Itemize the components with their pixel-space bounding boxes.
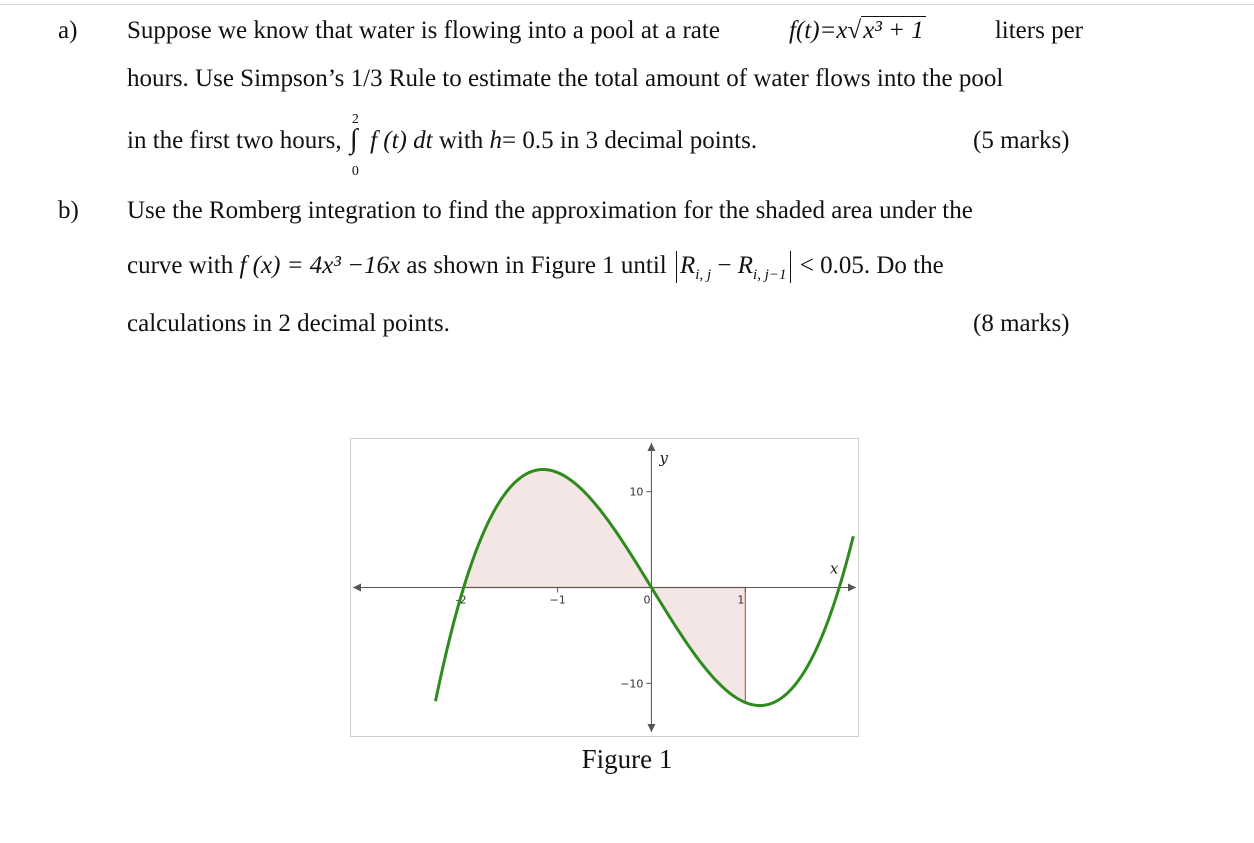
function-expression: f (x) = 4x³ −16x [239, 252, 401, 279]
part-a-line-3 [127, 112, 758, 180]
part-b-line-1 [127, 196, 1083, 226]
y-axis-label: y [659, 449, 668, 467]
shaded-region-1 [464, 470, 652, 588]
sqrt-icon: √ [847, 17, 862, 44]
part-b-line-2-mid: as shown in Figure 1 until [400, 252, 674, 279]
r-term-2-subscript: i, j−1 [753, 267, 787, 283]
x-tick-label-4: 1 [737, 593, 745, 607]
x-axis-left-arrow [353, 584, 361, 592]
part-b-line-2 [127, 251, 944, 290]
part-a-line-1-post: liters per [994, 17, 1083, 44]
integral-upper-limit: 2 [351, 112, 359, 128]
y-tick-label-1: 10 [629, 485, 644, 499]
shaded-region-2 [651, 588, 745, 703]
y-axis-bottom-arrow [647, 724, 655, 732]
part-a-line-1 [127, 16, 1083, 46]
plot-svg [351, 439, 858, 736]
x-tick-label-2: −1 [549, 593, 566, 607]
x-axis-right-arrow [848, 584, 856, 592]
part-a-line-3-pre: in the first two hours, [127, 127, 342, 154]
abs-bar-right [790, 251, 791, 283]
minus-sign: − [711, 252, 738, 279]
page-top-rule [0, 4, 1254, 5]
part-a-marks: (5 marks) [973, 127, 1070, 154]
integrand: f (t) dt [370, 127, 433, 154]
part-b-line-2-post: . Do the [863, 252, 944, 279]
x-axis-label: x [829, 559, 839, 578]
r-term-1: R [680, 252, 696, 279]
figure-caption: Figure 1 [581, 744, 673, 774]
part-a-rate-expression: f(t)=x√x³ + 1 [789, 17, 924, 44]
r-term-2: R [737, 252, 754, 279]
part-a-line-3-mid: with [432, 127, 490, 154]
part-b-line-2-pre: curve with [127, 252, 240, 279]
tolerance: < 0.05 [793, 252, 864, 279]
part-b-label: b) [58, 197, 79, 224]
r-term-1-subscript: i, j [695, 267, 712, 283]
x-tick-label-1: -2 [455, 593, 467, 607]
abs-bar-left [676, 251, 677, 283]
radicand: x³ + 1 [863, 17, 924, 44]
y-axis-top-arrow [647, 443, 655, 451]
integral-icon: 2 ∫ 0 [348, 127, 364, 157]
part-a-label: a) [58, 17, 78, 44]
h-variable: h [489, 127, 503, 154]
part-b-line-1-text: Use the Romberg integration to find the approximation for the shaded area under the [127, 197, 973, 224]
part-a-line-3-post: = 0.5 in 3 decimal points. [502, 127, 758, 154]
y-tick-label-2: −10 [620, 677, 644, 691]
part-a-line-1-pre: Suppose we know that water is flowing into a pool at a rate [127, 17, 720, 44]
integral-lower-limit: 0 [351, 164, 359, 180]
x-tick-label-3: 0 [643, 593, 651, 607]
part-b-marks: (8 marks) [973, 310, 1070, 337]
figure-1-plot [350, 438, 859, 737]
part-b-line-3: calculations in 2 decimal points. [127, 310, 450, 337]
part-a-line-2: hours. Use Simpson’s 1/3 Rule to estimate the total amount of water flows into the pool [127, 65, 1004, 92]
